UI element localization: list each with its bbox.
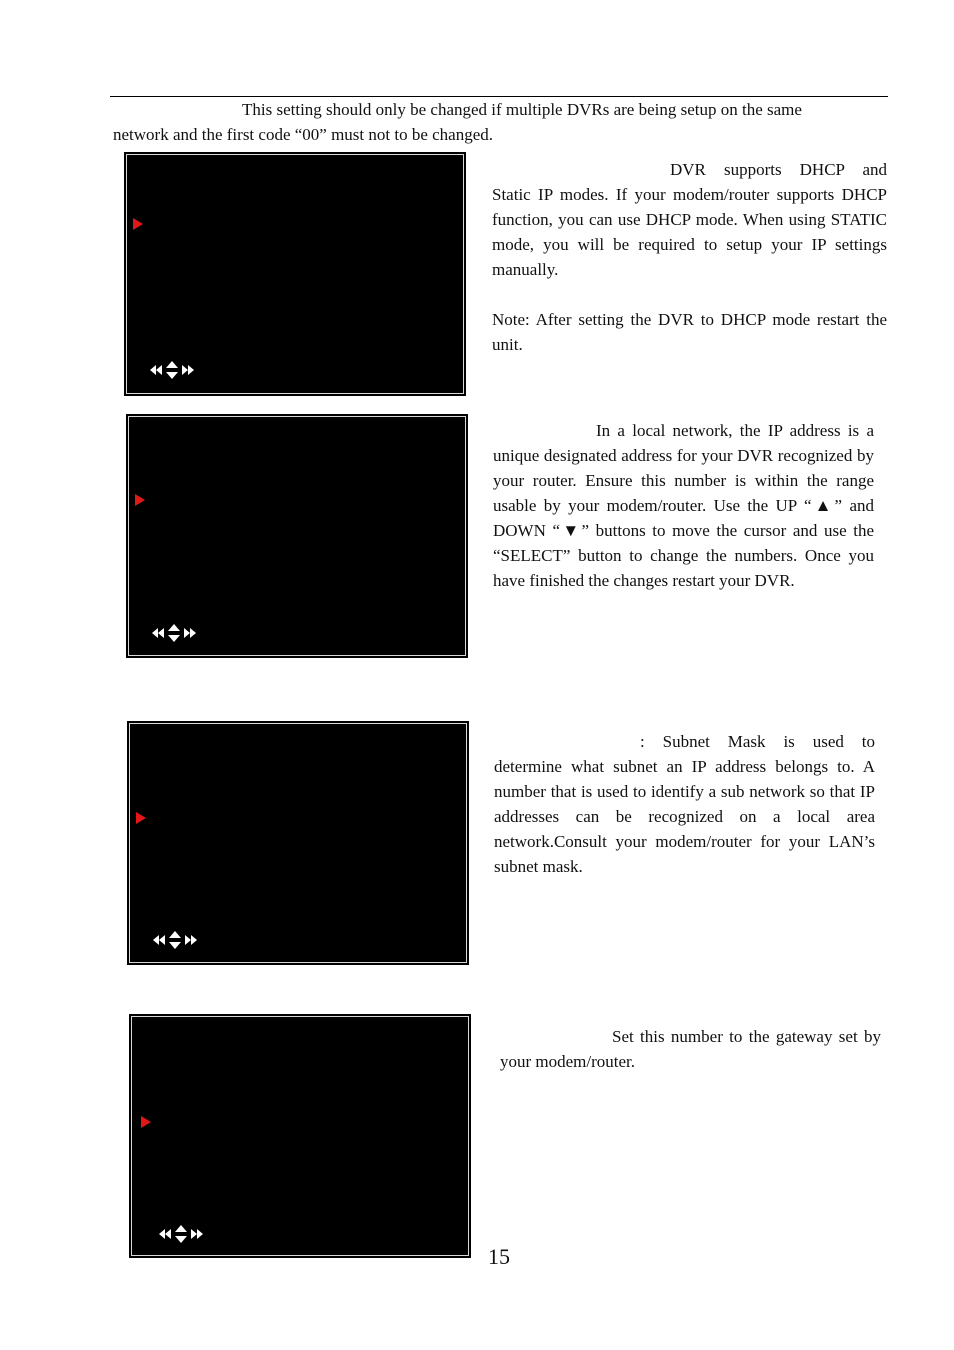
- cursor-triangle-icon: [135, 494, 145, 506]
- dvr-menu-screenshot-gateway: [129, 1014, 471, 1258]
- arrow-navigation-icon: [152, 930, 200, 950]
- ip-mode-paragraph: DVR supports DHCP and Static IP modes. If your modem/router supports DHCP function, you can use DHCP mode. When using STATIC mode, you will be required to setup your IP settings manually.: [492, 160, 887, 279]
- subnet-mask-description: [494, 729, 875, 879]
- intro-line-1: This setting should only be changed if multiple DVRs are being setup on the same: [242, 100, 802, 119]
- arrow-navigation-icon: [149, 360, 197, 380]
- gateway-paragraph: Set this number to the gateway set by your modem/router.: [500, 1027, 881, 1071]
- ip-address-description: [493, 418, 874, 593]
- cursor-triangle-icon: [136, 812, 146, 824]
- cursor-triangle-icon: [133, 218, 143, 230]
- intro-paragraph: [113, 97, 886, 147]
- ip-address-paragraph: In a local network, the IP address is a unique designated address for your DVR recognized by your router. Ensure this number is within the range usable by your modem/router. Use the UP “▲” and DOWN “▼” buttons to move the cursor and use the “SELECT” button to change the numbers. Once you have finished the changes restart your DVR.: [493, 421, 874, 590]
- arrow-navigation-icon: [158, 1224, 206, 1244]
- subnet-mask-paragraph: : Subnet Mask is used to determine what subnet an IP address belongs to. A number that is used to identify a sub network so that IP addresses can be recognized on a local area network.Consult your modem/router for your LAN’s subnet mask.: [494, 732, 875, 876]
- gateway-description: [500, 1024, 881, 1074]
- intro-line-2: network and the first code “00” must not to be changed.: [113, 125, 494, 144]
- ip-mode-description: [492, 157, 887, 357]
- page-number: 15: [488, 1244, 510, 1269]
- dvr-menu-screenshot-ip-address: [126, 414, 468, 658]
- ip-mode-note: Note: After setting the DVR to DHCP mode restart the unit.: [492, 310, 887, 354]
- dvr-menu-screenshot-ip-mode: [124, 152, 466, 396]
- dvr-menu-screenshot-subnet-mask: [127, 721, 469, 965]
- arrow-navigation-icon: [151, 623, 199, 643]
- cursor-triangle-icon: [141, 1116, 151, 1128]
